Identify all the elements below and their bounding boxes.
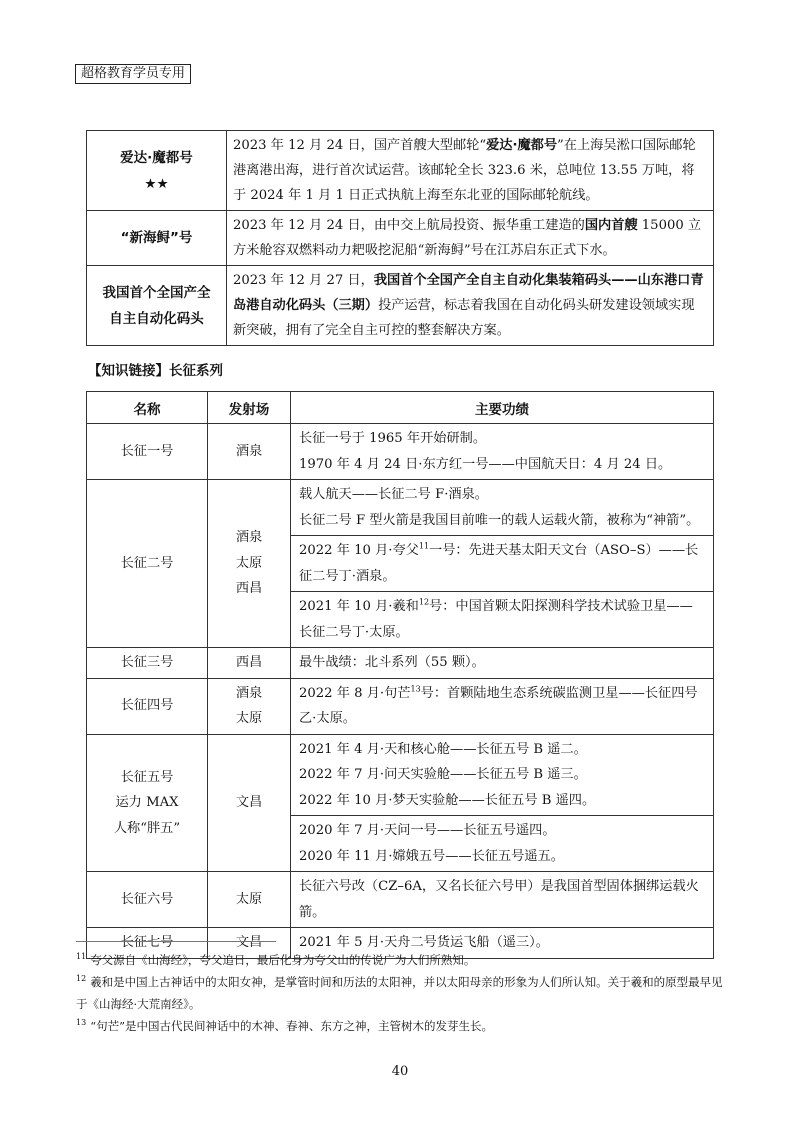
footnote-ref: 12	[418, 597, 430, 607]
footnote	[76, 971, 726, 1015]
footnote-text: 夸父源自《山海经》，夸父追日，最后化身为夸父山的传说广为人们所熟知。	[90, 953, 476, 967]
table-row	[87, 266, 714, 346]
rocket-name: 长征一号	[87, 424, 208, 480]
content-text: 2023 年 12 月 27 日，	[233, 273, 374, 288]
rocket-name: 长征四号	[87, 678, 208, 734]
column-header-achievements: 主要功绩	[291, 392, 714, 424]
name-line: 运力 MAX	[115, 795, 179, 810]
achievement-cell	[291, 678, 714, 734]
launch-site: 西昌	[208, 648, 291, 679]
launch-site	[208, 678, 291, 734]
label-text: “新海鲟”号	[120, 230, 193, 246]
label-text: 爱达·魔都号	[120, 149, 193, 166]
rocket-name: 长征七号	[87, 928, 208, 959]
row-content	[227, 211, 714, 266]
name-line: 长征五号	[120, 769, 174, 785]
section-title: 【知识链接】长征系列	[88, 363, 223, 379]
footnote-number: 13	[76, 1018, 87, 1028]
achievement-line: 2022 年 10 月·梦天实验舱——长征五号 B 遥四。	[299, 792, 596, 808]
footnote-text: 羲和是中国上古神话中的太阳女神，是掌管时间和历法的太阳神，并以太阳母亲的形象为人们所认知。关于羲和的原型最早见于《山海经·大荒南经》。	[76, 975, 723, 1011]
achievement-line: 载人航天——长征二号 F·酒泉。	[299, 487, 488, 502]
star-rating: ★★	[144, 175, 169, 192]
table-row	[87, 480, 714, 536]
column-header-site: 发射场	[208, 392, 291, 424]
header-tag: 超格教育学员专用	[75, 64, 191, 84]
table-row	[87, 648, 714, 679]
achievement-line: 长征一号于 1965 年开始研制。	[299, 431, 487, 446]
footnote-number: 11	[76, 952, 87, 962]
launch-site: 文昌	[208, 734, 291, 872]
row-label	[87, 211, 227, 266]
footnote	[76, 949, 726, 971]
achievement-cell: 2021 年 5 月·天舟二号货运飞船（遥三）。	[291, 928, 714, 959]
content-bold: 爱达·魔都号	[486, 138, 558, 153]
footnote-text: “句芒”是中国古代民间神话中的木神、春神、东方之神，主管树木的发芽生长。	[90, 1019, 493, 1033]
table-header-row	[87, 392, 714, 424]
site-line: 酒泉	[235, 530, 263, 546]
table-row	[87, 211, 714, 266]
site-line: 酒泉	[235, 685, 263, 701]
achievement-text: 2021 年 10 月·羲和	[299, 599, 419, 614]
label-text: 我国首个全国产全	[102, 284, 211, 301]
achievement-cell	[291, 480, 714, 536]
achievement-line: 2020 年 11 月·嫦娥五号——长征五号遥五。	[299, 848, 564, 864]
name-line: 人称“胖五”	[113, 820, 181, 836]
row-content	[227, 131, 714, 211]
achievement-text: 2022 年 10 月·夸父	[299, 543, 419, 558]
footnote-divider	[76, 941, 276, 942]
launch-site: 文昌	[208, 928, 291, 959]
content-text: 投产运营，标志着我国在自动化码头研发建设领域实现新突破，拥有了完全自主可控的整套解决方案。	[233, 298, 695, 338]
achievement-text: 一号：先进天基太阳天文台（ASO–S）——长征二号丁·酒泉。	[299, 543, 699, 584]
achievement-cell	[291, 734, 714, 816]
footnotes	[76, 949, 726, 1037]
label-text: 自主自动化码头	[109, 310, 204, 327]
footnote-ref: 13	[410, 684, 421, 694]
achievement-line: 2020 年 7 月·天问一号——长征五号遥四。	[299, 823, 556, 838]
table-row	[87, 734, 714, 816]
row-label	[87, 266, 227, 346]
content-bold: 国内首艘	[584, 218, 638, 233]
content-text: 2023 年 12 月 24 日，由中交上航局投资、振华重工建造的	[233, 218, 585, 233]
content-text: 2023 年 12 月 24 日，国产首艘大型邮轮“	[233, 138, 487, 153]
footnote	[76, 1015, 726, 1037]
content-text: 15000 立方米舱容双燃料动力耙吸挖泥船“新海鲟”号在江苏启东正式下水。	[233, 218, 702, 258]
row-label	[87, 131, 227, 211]
table-row	[87, 131, 714, 211]
achievement-cell	[291, 816, 714, 872]
achievement-text: 号：中国首颗太阳探测科学技术试验卫星——长征二号丁·太原。	[299, 599, 693, 640]
rocket-name: 长征三号	[87, 648, 208, 679]
table-row	[87, 872, 714, 928]
site-line: 太原	[235, 711, 263, 726]
row-content	[227, 266, 714, 346]
launch-site: 酒泉	[208, 424, 291, 480]
achievement-cell	[291, 592, 714, 648]
achievement-line: 1970 年 4 月 24 日·东方红一号——中国航天日：4 月 24 日。	[299, 456, 672, 472]
content-bold: 我国首个全国产全自主自动化集装箱码头——山东港口青岛港自动化码头（三期）	[233, 273, 704, 313]
long-march-table	[86, 391, 714, 959]
achievement-line: 长征二号 F 型火箭是我国目前唯一的载人运载火箭，被称为“神箭”。	[299, 512, 700, 528]
launch-site: 太原	[208, 872, 291, 928]
achievement-cell	[291, 424, 714, 480]
achievement-cell: 最牛战绩：北斗系列（55 颗）。	[291, 648, 714, 679]
column-header-name: 名称	[87, 392, 208, 424]
rocket-name	[87, 734, 208, 872]
achievement-cell	[291, 536, 714, 592]
launch-site	[208, 480, 291, 648]
footnote-ref: 11	[418, 541, 430, 551]
site-line: 西昌	[235, 581, 263, 597]
footnote-number: 12	[76, 974, 87, 984]
site-line: 太原	[235, 555, 263, 571]
table-row	[87, 678, 714, 734]
rocket-name: 长征二号	[87, 480, 208, 648]
content-text: ”在上海吴淞口国际邮轮港离港出海，进行首次试运营。该邮轮全长 323.6 米，总吨位 13.55 万吨，将于 2024 年 1 月 1 日正式执航上海至东北亚的国际邮轮航线。	[233, 138, 696, 203]
achievement-line: 2022 年 7 月·问天实验舱——长征五号 B 遥三。	[299, 767, 587, 782]
achievement-text: 2022 年 8 月·句芒	[299, 685, 411, 701]
page-number: 40	[391, 1064, 409, 1079]
table-row	[87, 424, 714, 480]
achievement-cell: 长征六号改（CZ–6A，又名长征六号甲）是我国首型固体捆绑运载火箭。	[291, 872, 714, 928]
news-table	[86, 130, 714, 346]
achievement-line: 2021 年 4 月·天和核心舱——长征五号 B 遥二。	[299, 741, 587, 757]
achievement-text: 号：首颗陆地生态系统碳监测卫星——长征四号乙·太原。	[299, 685, 698, 726]
rocket-name: 长征六号	[87, 872, 208, 928]
